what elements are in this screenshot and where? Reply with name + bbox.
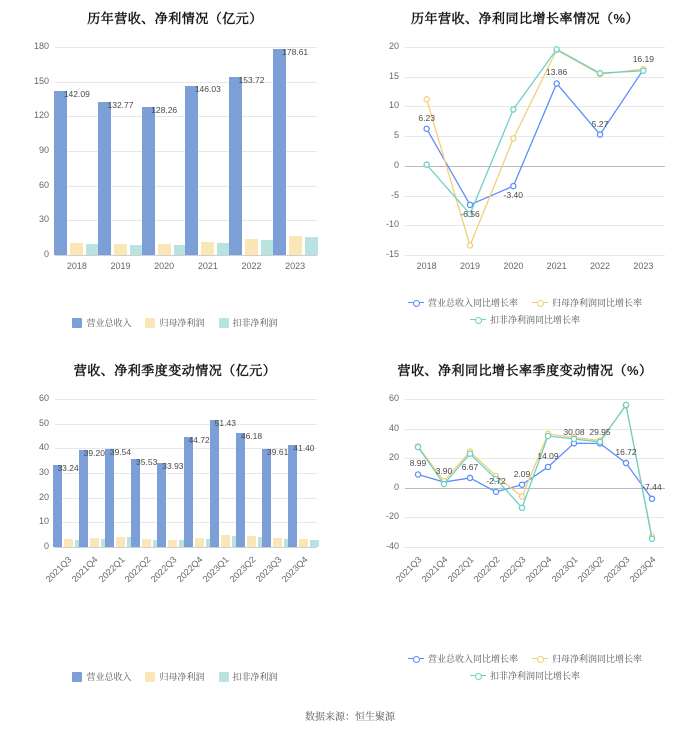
- chart-panel-quarterly-growth-rate: [350, 352, 700, 704]
- y-axis-tick-label: 20: [38, 491, 49, 502]
- y-axis-tick-label: 20: [388, 41, 399, 51]
- bar: [310, 540, 319, 547]
- data-label: 2.09: [513, 468, 531, 479]
- bar: [184, 437, 193, 547]
- data-label: 33.93: [162, 461, 184, 472]
- x-axis-tick-label: 2023Q2: [227, 554, 258, 585]
- legend-label: 营业总收入同比增长率: [427, 654, 518, 664]
- x-axis-tick-label: 2022Q4: [523, 554, 554, 585]
- line-series-svg: [375, 41, 675, 281]
- x-axis-tick-label: 2018: [66, 261, 87, 271]
- y-axis-tick-label: 50: [38, 417, 49, 428]
- x-axis-tick-label: 2023Q2: [575, 554, 606, 585]
- chart-panel-quarterly-revenue-profit: [0, 352, 350, 704]
- chart-title: 营收、净利季度变动情况（亿元）: [73, 363, 277, 378]
- data-label: 142.09: [63, 88, 90, 99]
- x-axis-tick-label: 2019: [459, 261, 481, 271]
- legend-item[interactable]: [470, 669, 580, 682]
- x-axis-tick-label: 2022Q1: [445, 554, 476, 585]
- legend-label: 扣非净利润: [232, 318, 278, 328]
- y-axis-tick-label: 60: [388, 393, 399, 403]
- bar: [288, 445, 297, 547]
- x-axis-tick-label: 2022Q4: [174, 554, 205, 585]
- data-label: 6.23: [418, 112, 435, 123]
- bar: [53, 465, 62, 547]
- bar: [158, 244, 171, 255]
- data-label: 29.95: [589, 427, 611, 438]
- x-axis-tick-label: 2021Q3: [43, 554, 74, 585]
- x-axis-tick-label: 2022: [589, 261, 611, 271]
- data-label: 16.72: [615, 447, 637, 458]
- y-axis-tick-label: 120: [33, 110, 49, 121]
- x-axis-tick-label: 2023Q3: [601, 554, 632, 585]
- data-label: 46.18: [240, 431, 263, 442]
- y-axis-tick-label: 150: [33, 75, 49, 86]
- x-axis-tick-label: 2020: [154, 261, 175, 271]
- legend-label: 扣非净利润同比增长率: [489, 315, 580, 325]
- data-label: 14.09: [537, 450, 559, 461]
- legend-item[interactable]: [72, 316, 131, 329]
- data-label: 132.77: [107, 99, 134, 110]
- bar: [210, 420, 219, 547]
- data-label: 3.90: [435, 466, 453, 477]
- x-axis-tick-label: 2022: [241, 261, 262, 271]
- data-label: 153.72: [238, 75, 265, 86]
- chart-panel-annual-growth-rate: [350, 0, 700, 352]
- y-axis-tick-label: 15: [388, 70, 399, 81]
- bar: [289, 236, 302, 255]
- data-label: 13.86: [546, 67, 568, 78]
- y-axis-tick-label: 30: [38, 214, 49, 225]
- data-label: 51.43: [214, 418, 236, 429]
- bar: [64, 539, 73, 547]
- gridline: [55, 399, 317, 400]
- data-label: 30.08: [563, 427, 585, 438]
- bar: [247, 536, 256, 547]
- bar: [90, 538, 99, 547]
- legend-item[interactable]: [408, 296, 518, 309]
- legend-label: 扣非净利润同比增长率: [489, 671, 580, 681]
- legend-swatch: [145, 672, 155, 682]
- bar: [185, 86, 198, 255]
- x-axis-tick-label: 2021: [197, 261, 218, 271]
- x-axis-tick-label: 2022Q2: [471, 554, 502, 585]
- y-axis-tick-label: 0: [393, 481, 399, 492]
- y-axis-tick-label: 20: [388, 452, 399, 463]
- legend-label: 归母净利润同比增长率: [552, 298, 643, 308]
- y-axis-tick-label: 0: [43, 249, 49, 259]
- bar: [70, 243, 83, 255]
- y-axis-tick-label: 5: [393, 130, 399, 141]
- chart-legend: [350, 652, 700, 682]
- y-axis-tick-label: 10: [388, 100, 399, 111]
- bar: [116, 537, 125, 547]
- data-label: -7.44: [642, 481, 662, 492]
- legend-item[interactable]: [219, 670, 278, 683]
- data-label: 8.99: [409, 458, 427, 469]
- legend-item[interactable]: [532, 296, 642, 309]
- data-label: 33.24: [57, 463, 79, 473]
- legend-label: 营业总收入: [86, 672, 132, 682]
- data-label: -2.72: [486, 475, 506, 486]
- gridline: [55, 547, 317, 548]
- legend-line-marker: [470, 319, 486, 320]
- bar: [98, 102, 111, 255]
- legend-swatch: [219, 318, 229, 328]
- data-label: 146.03: [194, 84, 221, 95]
- x-axis-tick-label: 2018: [416, 261, 437, 271]
- x-axis-tick-label: 2022Q3: [497, 554, 528, 585]
- x-axis-tick-label: 2023Q4: [279, 554, 310, 585]
- y-axis-tick-label: 180: [33, 41, 49, 51]
- bar: [168, 540, 177, 547]
- bar: [201, 242, 214, 255]
- data-label: 39.20: [83, 448, 105, 459]
- y-axis-tick-label: 90: [38, 145, 49, 155]
- y-axis-tick-label: -20: [385, 511, 399, 522]
- bar: [105, 449, 114, 547]
- legend-item[interactable]: [219, 316, 278, 329]
- data-label: 5.27: [591, 118, 609, 129]
- bar: [195, 538, 204, 547]
- legend-line-marker: [408, 302, 424, 303]
- y-axis-tick-label: 60: [38, 179, 49, 190]
- plot-area-quarterly-growth-rate: [375, 393, 675, 603]
- legend-item[interactable]: [72, 670, 131, 683]
- bar: [305, 237, 318, 255]
- chart-legend: [0, 670, 350, 683]
- chart-title: 历年营收、净利情况（亿元）: [87, 11, 263, 26]
- data-label: 6.67: [461, 461, 479, 472]
- x-axis-tick-label: 2019: [110, 261, 131, 271]
- bar: [157, 463, 166, 547]
- legend-line-marker: [470, 675, 486, 676]
- x-axis-tick-label: 2023Q4: [627, 554, 658, 585]
- chart-legend: [350, 296, 700, 326]
- bar: [114, 244, 127, 255]
- x-axis-tick-label: 2023Q3: [253, 554, 284, 585]
- x-axis-tick-label: 2020: [503, 261, 524, 271]
- y-axis-tick-label: -15: [385, 249, 399, 259]
- x-axis-tick-label: 2023Q1: [549, 554, 580, 585]
- chart-panel-annual-revenue-profit: [0, 0, 350, 352]
- chart-title: 营收、净利同比增长率季度变动情况（%）: [397, 363, 653, 378]
- x-axis-tick-label: 2021Q3: [393, 554, 424, 585]
- x-axis-tick-label: 2021Q4: [70, 554, 100, 585]
- bar: [142, 107, 155, 255]
- data-label: -3.40: [503, 190, 524, 201]
- bar: [236, 433, 245, 547]
- y-axis-tick-label: 0: [393, 159, 399, 170]
- legend-line-marker: [532, 658, 548, 659]
- plot-area-annual-growth-rate: [375, 41, 675, 281]
- legend-swatch: [219, 672, 229, 682]
- legend-label: 营业总收入: [86, 318, 132, 328]
- data-label: 16.19: [632, 53, 654, 64]
- gridline: [55, 255, 317, 256]
- chart-legend: [0, 316, 350, 329]
- x-axis-tick-label: 2023: [633, 261, 654, 271]
- legend-swatch: [72, 318, 82, 328]
- bar: [131, 459, 140, 547]
- legend-item[interactable]: [145, 670, 204, 683]
- x-axis-tick-label: 2022Q2: [122, 554, 153, 585]
- x-axis-tick-label: 2023: [285, 261, 306, 271]
- x-axis-tick-label: 2023Q1: [201, 554, 231, 585]
- data-label: 41.40: [293, 442, 315, 453]
- legend-label: 归母净利润: [159, 672, 205, 682]
- x-axis-tick-label: 2022Q3: [148, 554, 179, 585]
- data-label: 35.53: [136, 457, 158, 468]
- y-axis-tick-label: 60: [38, 393, 49, 403]
- y-axis-tick-label: -40: [385, 541, 399, 551]
- legend-item[interactable]: [145, 316, 204, 329]
- y-axis-tick-label: -5: [390, 189, 399, 200]
- data-label: 44.72: [188, 434, 210, 445]
- bar: [229, 77, 242, 255]
- data-label: 39.54: [109, 447, 132, 458]
- bar: [54, 91, 67, 255]
- plot-area-annual-revenue-profit: [25, 41, 325, 281]
- x-axis-tick-label: 2021: [546, 261, 567, 271]
- bar: [262, 449, 271, 547]
- bar: [273, 538, 282, 547]
- y-axis-tick-label: 30: [38, 467, 49, 477]
- y-axis-tick-label: 0: [43, 541, 49, 551]
- plot-area-quarterly-revenue-profit: [25, 393, 325, 603]
- line-series-svg: [375, 393, 675, 603]
- bar: [245, 239, 258, 255]
- source-note: 数据来源：恒生聚源: [305, 712, 395, 723]
- bar: [79, 450, 88, 547]
- bar: [221, 535, 230, 547]
- data-label: -6.56: [460, 208, 480, 219]
- legend-item[interactable]: [470, 313, 580, 326]
- legend-label: 归母净利润: [159, 318, 205, 328]
- data-label: 39.61: [267, 447, 289, 458]
- data-label: 178.61: [282, 46, 309, 57]
- legend-swatch: [145, 318, 155, 328]
- legend-label: 归母净利润同比增长率: [552, 654, 643, 664]
- y-axis-tick-label: -10: [385, 219, 399, 230]
- data-label: 128.26: [151, 104, 178, 115]
- y-axis-tick-label: 40: [38, 442, 49, 453]
- legend-item[interactable]: [532, 652, 642, 665]
- legend-label: 扣非净利润: [232, 672, 278, 682]
- x-axis-tick-label: 2021Q4: [419, 554, 450, 585]
- legend-swatch: [72, 672, 82, 682]
- bar: [273, 49, 286, 255]
- y-axis-tick-label: 10: [38, 516, 49, 527]
- x-axis-tick-label: 2022Q1: [96, 554, 127, 585]
- legend-item[interactable]: [408, 652, 518, 665]
- legend-line-marker: [408, 658, 424, 659]
- gridline: [55, 424, 317, 425]
- legend-line-marker: [532, 302, 548, 303]
- y-axis-tick-label: 40: [388, 422, 399, 433]
- bar: [142, 539, 151, 547]
- bar: [299, 539, 308, 547]
- chart-title: 历年营收、净利同比增长率情况（%）: [410, 11, 640, 26]
- legend-label: 营业总收入同比增长率: [427, 298, 518, 308]
